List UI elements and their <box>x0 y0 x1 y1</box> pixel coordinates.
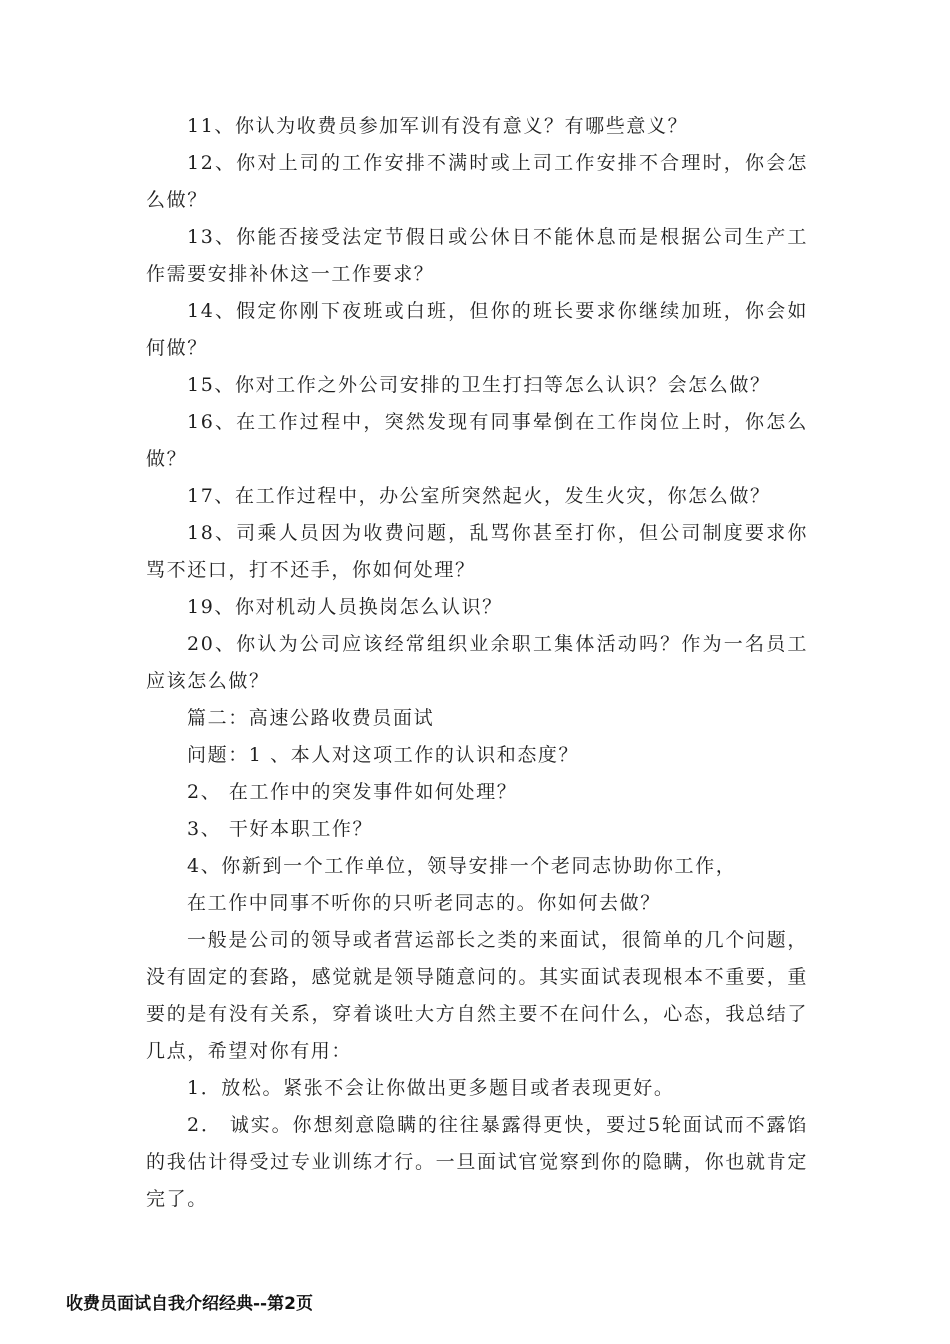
paragraph-q14: 14、假定你刚下夜班或白班，但你的班长要求你继续加班，你会如何做？ <box>146 300 808 359</box>
paragraph-tip-honesty: 2． 诚实。你想刻意隐瞒的往往暴露得更快，要过5轮面试而不露馅的我估计得受过专业训练才行。一旦面试官觉察到你的隐瞒，你也就肯定完了。 <box>146 1114 808 1210</box>
paragraph-q15: 15、你对工作之外公司安排的卫生打扫等怎么认识？会怎么做？ <box>187 374 771 396</box>
section-heading: 篇二：高速公路收费员面试 <box>187 707 435 729</box>
paragraph-q17: 17、在工作过程中，办公室所突然起火，发生火灾，你怎么做？ <box>187 485 771 507</box>
paragraph-question-1: 问题：1 、本人对这项工作的认识和态度？ <box>187 744 580 766</box>
paragraph-q18: 18、司乘人员因为收费问题，乱骂你甚至打你，但公司制度要求你骂不还口，打不还手，你如何处理？ <box>146 522 808 581</box>
paragraph-question-3: 3、 干好本职工作？ <box>187 818 374 840</box>
paragraph-q11: 11、你认为收费员参加军训有没有意义？有哪些意义？ <box>187 115 689 137</box>
paragraph-q13: 13、你能否接受法定节假日或公休日不能休息而是根据公司生产工作需要安排补休这一工作要求？ <box>146 226 808 285</box>
paragraph-q12: 12、你对上司的工作安排不满时或上司工作安排不合理时，你会怎么做？ <box>146 152 808 211</box>
paragraph-q20: 20、你认为公司应该经常组织业余职工集体活动吗？作为一名员工应该怎么做？ <box>146 633 808 692</box>
paragraph-tip-relax: 1．放松。紧张不会让你做出更多题目或者表现更好。 <box>187 1077 675 1099</box>
paragraph-question-2: 2、 在工作中的突发事件如何处理？ <box>187 781 518 803</box>
page-footer: 收费员面试自我介绍经典--第2页 <box>66 1294 313 1314</box>
paragraph-q16: 16、在工作过程中，突然发现有同事晕倒在工作岗位上时，你怎么做？ <box>146 411 808 470</box>
paragraph-interview-notes: 一般是公司的领导或者营运部长之类的来面试，很简单的几个问题，没有固定的套路，感觉就是领导随意问的。其实面试表现根本不重要，重要的是有没有关系，穿着谈吐大方自然主要不在问什么，心态，我总结了几点，希望对你有用： <box>146 929 808 1062</box>
paragraph-question-4: 4、你新到一个工作单位，领导安排一个老同志协助你工作， <box>187 855 737 877</box>
paragraph-question-4-cont: 在工作中同事不听你的只听老同志的。你如何去做？ <box>187 892 661 914</box>
document-body <box>146 108 808 1218</box>
paragraph-q19: 19、你对机动人员换岗怎么认识？ <box>187 596 503 618</box>
